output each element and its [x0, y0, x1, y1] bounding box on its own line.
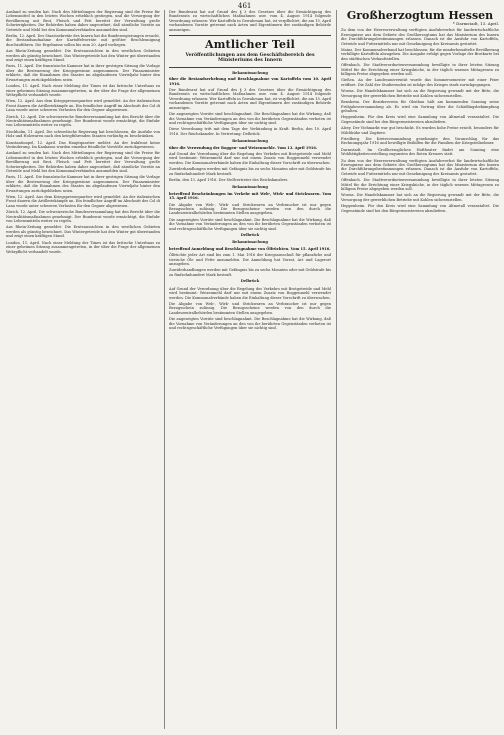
notice-heading: Bekanntmachung — [232, 70, 268, 75]
article-paragraph: Die angezeigten Vorräte sind beschlagnahmt. Die Beschlagnahme hat die Wirkung, daß die Vornahme von Veränderungen an den von ihr berührten Gegenständen verboten ist und rechtsgeschäftliche Verfügungen über sie nichtig sind. — [169, 112, 331, 125]
article-paragraph: Der Bundesrat hat auf Grund des § 3 des Gesetzes über die Ermächtigung des Bundesrats zu wirtschaftlichen Maßnahmen usw. vom 4. August 1914 folgende Verordnung erlassen: Wer Kartoffeln in Gewahrsam hat, ist verpflichtet, die am 15. April vorhandenen Vorräte getrennt nach Arten und Eigentümern der zuständigen Behörde anzuzeigen. — [169, 88, 331, 110]
article-paragraph: Alzey. Der Viehmarkt war gut beschickt. Es wurden hohe Preise erzielt, besonders für Milchkühe und Zugtiere. — [341, 126, 499, 135]
article-paragraph: Paris, 11. April. Die französische Kammer hat in ihrer gestrigen Sitzung die Vorlage über die Besteuerung der Kriegsgewinne angenommen. Der Finanzminister erklärte, daß die Einnahmen des Staates im abgelaufenen Vierteljahr hinter den Erwartungen zurückgeblieben seien. — [6, 175, 160, 193]
article-paragraph: Berlin, den 13. April 1916. Der Stellvertreter des Reichskanzlers. — [169, 177, 289, 182]
article-paragraph: Zu dem von der Heeresverwaltung verfügten Ausfuhrverbot für landwirtschaftliche Erzeugnisse aus dem Gebiete des Großherzogtums hat das Ministerium des Innern die Durchführungsbestimmungen erlassen. Danach ist die Ausfuhr von Kartoffeln, Getreide und Futtermitteln nur mit Genehmigung des Kreisamts gestattet. — [341, 158, 499, 176]
article-paragraph: Aus Rhein-Zeitung gemeldet: Die Ernteaussichten in den westlichen Gebieten werden als günstig bezeichnet. Das Wintergetreide hat den Winter gut überstanden und zeigt einen kräftigen Stand. — [6, 225, 160, 239]
article-paragraph: Mainz. Der Kommunalverband hat beschlossen, für die minderbemittelte Bevölkerung verbilligte Kartoffeln abzugeben. Die Ausgabe erfolgt gegen Vorlage der Brotkarte bei den städtischen Verkaufsstellen. — [341, 48, 499, 61]
notice-title: betreffend Beschränkungen im Verkehr mit Web-, Wirk- und Strickwaren. Vom 15. April 1916. — [169, 191, 331, 201]
center-column — [169, 10, 331, 332]
article-paragraph: Die Abgabe von Web-, Wirk- und Strickwaren an Verbraucher ist nur gegen Bezugsschein zulässig. Die Bezugsscheine werden von den durch die Landeszentralbehörden bestimmten Stellen ausgegeben. — [169, 202, 331, 216]
article-paragraph: Zürich, 12. April. Die schweizerische Bundesversammlung hat den Bericht über die Neutralitätsmaßnahmen genehmigt. Der Bundesrat wurde ermächtigt, die Einfuhr von Lebensmitteln weiter zu regeln. — [6, 210, 160, 224]
article-paragraph: Aus Rhein-Zeitung gemeldet: Die Ernteaussichten in den westlichen Gebieten werden als günstig bezeichnet. Das Wintergetreide hat den Winter gut überstanden und zeigt einen kräftigen Stand. — [6, 49, 160, 63]
notice-title: über die Bestandserhebung und Beschlagnahme von Kartoffeln vom 10. April 1916. — [169, 77, 331, 86]
article-paragraph: Zu dem von der Heeresverwaltung verfügten Ausfuhrverbot für landwirtschaftliche Erzeugnisse aus dem Gebiete des Großherzogtums hat das Ministerium des Innern die Durchführungsbestimmungen erlassen. Danach ist die Ausfuhr von Kartoffeln, Getreide und Futtermitteln nur mit Genehmigung des Kreisamts gestattet. — [341, 28, 499, 46]
left-column — [6, 10, 160, 256]
article-paragraph: Ölfrüchte jeder Art sind bis zum 1. Mai 1916 der Kriegsausschuß für pflanzliche und tierische Öle und Fette anzumelden. Die Anmeldung hat Vorrat, Art und Lagerort anzugeben. — [169, 253, 331, 267]
article-paragraph: London, 11. April. Nach einer Meldung der Times ist das britische Unterhaus zu einer geheimen Sitzung zusammengetreten, in der über die Frage der allgemeinen Wehrpflicht verhandelt wurde. — [6, 240, 160, 254]
article-paragraph: Stockholm, 11. April. Die schwedische Regierung hat beschlossen, die Ausfuhr von Holz und Holzwaren nach den kriegführenden Staaten vorläufig zu beschränken. — [6, 129, 160, 139]
article-paragraph: Paris, 11. April. Die französische Kammer hat in ihrer gestrigen Sitzung die Vorlage über die Besteuerung der Kriegsgewinne angenommen. Der Finanzminister erklärte, daß die Einnahmen des Staates im abgelaufenen Vierteljahr hinter den Erwartungen zurückgeblieben seien. — [6, 64, 160, 82]
article-paragraph: Die angezeigten Vorräte sind beschlagnahmt. Die Beschlagnahme hat die Wirkung, daß die Vornahme von Veränderungen an den von ihr berührten Gegenständen verboten ist und rechtsgeschäftliche Verfügungen über sie nichtig sind. — [169, 317, 331, 330]
section-title: Amtlicher Teil — [204, 38, 295, 52]
article-paragraph: Offenbach. Die Stadtverordnetenversammlung bewilligte in ihrer letzten Sitzung Mittel für die Errichtung einer Kriegsküche, in der täglich warmes Mittagessen zu billigem Preise abgegeben werden soll. — [341, 178, 499, 191]
article-paragraph: Berlin, 12. April. Der Staatssekretär des Innern hat die Bundesregierungen ersucht, die Bestandsaufnahme der Kartoffelvorräte mit größter Beschleunigung durchzuführen. Die Ergebnisse sollen bis zum 20. April vorliegen. — [6, 34, 160, 47]
article-paragraph: Heppenheim. Für den Kreis wird eine Sammlung von Altmetall veranstaltet. Die Gegenstände sind bei den Bürgermeistereien abzuliefern. — [341, 115, 499, 124]
article-paragraph: Darmstadt. Im Großherzoglichen Hoftheater findet am Sonntag eine Wohltätigkeitsvorstellung zugunsten des Roten Kreuzes statt. — [341, 147, 499, 157]
article-paragraph: Konstantinopel, 12. April. Das Hauptquartier meldet: An der Irakfront keine Veränderung. Im Kaukasus wurden einzelne feindliche Vorstöße zurückgewiesen. — [6, 140, 160, 149]
regional-masthead: Großherzogtum Hessen — [346, 9, 494, 22]
article-paragraph: Friedberg. Die Kreisversammlung genehmigte den Voranschlag für das Rechnungsjahr 1916 und bewilligte Beihilfen für die Familien der Kriegsteilnehmer. — [341, 136, 499, 146]
notice-heading: Bekanntmachung — [232, 240, 268, 245]
article-paragraph: Wien, 12. April. Aus dem Kriegspressequartier wird gemeldet: An der italienischen Front dauern die Artilleriekämpfe an. Ein feindlicher Angriff im Abschnitt des Col di Lana wurde unter schweren Verlusten für den Gegner abgewiesen. — [6, 195, 160, 208]
column-divider — [164, 10, 165, 729]
article-paragraph: Zuwiderhandlungen werden mit Gefängnis bis zu sechs Monaten oder mit Geldstrafe bis zu fünfzehnhundert Mark bestraft. — [169, 167, 331, 176]
signature: Delbrück — [240, 279, 260, 284]
notice-heading: Bekanntmachung — [232, 139, 268, 144]
article-paragraph: Bensheim. Der Bezirksverein für Obstbau hält am kommenden Sonntag seine Frühjahrsversammlung ab. Es wird ein Vortrag über die Schädlingsbekämpfung gehalten. — [341, 100, 499, 113]
article-paragraph: Die Abgabe von Web-, Wirk- und Strickwaren an Verbraucher ist nur gegen Bezugsschein zulässig. Die Bezugsscheine werden von den durch die Landeszentralbehörden bestimmten Stellen ausgegeben. — [169, 301, 331, 315]
notice-heading: Bekanntmachung — [232, 185, 268, 190]
article-paragraph: Diese Verordnung tritt mit dem Tage der Verkündung in Kraft. Berlin, den 10. April 1916. Der Reichskanzler. In Vertretung: Delbrück. — [169, 127, 331, 136]
article-paragraph: Wien, 12. April. Aus dem Kriegspressequartier wird gemeldet: An der italienischen Front dauern die Artilleriekämpfe an. Ein feindlicher Angriff im Abschnitt des Col di Lana wurde unter schweren Verlusten für den Gegner abgewiesen. — [6, 99, 160, 113]
article-paragraph: Heppenheim. Für den Kreis wird eine Sammlung von Altmetall veranstaltet. Die Gegenstände sind bei den Bürgermeistereien abzuliefern. — [341, 204, 499, 213]
article-paragraph: Auf Grund der Verordnung über die Regelung des Verkehrs mit Brotgetreide und Mehl wird bestimmt: Weizenmehl darf nur mit einem Zusatz von Roggenmehl verwendet werden. Die Kommunalverbände haben die Einhaltung dieser Vorschrift zu überwachen. — [169, 151, 331, 165]
article-paragraph: Ausland zu senden hat. Nach den Mitteilungen der Regierung sind die Preise für Lebensmittel in den letzten Wochen erheblich gestiegen, und die Versorgung der Bevölkerung mit Brot, Fleisch und Fett bereitet der Verwaltung große Schwierigkeiten. Die Behörden haben daher angeordnet, daß sämtliche Vorräte an Getreide und Mehl bei den Kommunalverbänden anzumelden sind. — [6, 151, 160, 173]
notice-title: betreffend Anmeldung und Beschlagnahme von Ölfrüchten. Vom 15. April 1916. — [169, 246, 331, 251]
section-subtitle: Veröffentlichungen aus dem Geschäftsbereich des Ministeriums des Innern — [185, 53, 315, 64]
article-paragraph: Zürich, 12. April. Die schweizerische Bundesversammlung hat den Bericht über die Neutralitätsmaßnahmen genehmigt. Der Bundesrat wurde ermächtigt, die Einfuhr von Lebensmitteln weiter zu regeln. — [6, 114, 160, 128]
article-paragraph: Zuwiderhandlungen werden mit Gefängnis bis zu sechs Monaten oder mit Geldstrafe bis zu fünfzehnhundert Mark bestraft. — [169, 268, 331, 277]
signature: Delbrück — [240, 233, 260, 238]
article-paragraph: Worms. Die Handelskammer hat sich an die Regierung gewandt mit der Bitte, die Versorgung der gewerblichen Betriebe mit Kohlen sicherzustellen. — [341, 193, 499, 202]
article-paragraph: Offenbach. Die Stadtverordnetenversammlung bewilligte in ihrer letzten Sitzung Mittel für die Errichtung einer Kriegsküche, in der täglich warmes Mittagessen zu billigem Preise abgegeben werden soll. — [341, 63, 499, 77]
article-paragraph: Gießen. An der Landesuniversität wurde das Sommersemester mit einer Feier eröffnet. Die Zahl der Studierenden ist infolge des Krieges stark zurückgegangen. — [341, 78, 499, 87]
section-rule — [169, 35, 331, 36]
right-column — [341, 10, 499, 215]
section-rule — [169, 67, 331, 68]
article-paragraph: Die angezeigten Vorräte sind beschlagnahmt. Die Beschlagnahme hat die Wirkung, daß die Vornahme von Veränderungen an den von ihr berührten Gegenständen verboten ist und rechtsgeschäftliche Verfügungen über sie nichtig sind. — [169, 217, 331, 231]
notice-title: über die Verwendung der Roggen- und Weizenmehle. Vom 13. April 1916. — [169, 145, 318, 150]
article-paragraph: Ausland zu senden hat. Nach den Mitteilungen der Regierung sind die Preise für Lebensmittel in den letzten Wochen erheblich gestiegen, und die Versorgung der Bevölkerung mit Brot, Fleisch und Fett bereitet der Verwaltung große Schwierigkeiten. Die Behörden haben daher angeordnet, daß sämtliche Vorräte an Getreide und Mehl bei den Kommunalverbänden anzumelden sind. — [6, 10, 160, 32]
article-paragraph: Worms. Die Handelskammer hat sich an die Regierung gewandt mit der Bitte, die Versorgung der gewerblichen Betriebe mit Kohlen sicherzustellen. — [341, 89, 499, 98]
article-paragraph: Der Bundesrat hat auf Grund des § 3 des Gesetzes über die Ermächtigung des Bundesrats zu wirtschaftlichen Maßnahmen usw. vom 4. August 1914 folgende Verordnung erlassen: Wer Kartoffeln in Gewahrsam hat, ist verpflichtet, die am 15. April vorhandenen Vorräte getrennt nach Arten und Eigentümern der zuständigen Behörde anzuzeigen. — [169, 10, 331, 32]
dateline: * Darmstadt, 13. April. — [452, 21, 499, 26]
column-divider — [336, 10, 337, 729]
page-number: 461 — [238, 2, 252, 10]
article-paragraph: Auf Grund der Verordnung über die Regelung des Verkehrs mit Brotgetreide und Mehl wird bestimmt: Weizenmehl darf nur mit einem Zusatz von Roggenmehl verwendet werden. Die Kommunalverbände haben die Einhaltung dieser Vorschrift zu überwachen. — [169, 286, 331, 300]
article-paragraph: London, 11. April. Nach einer Meldung der Times ist das britische Unterhaus zu einer geheimen Sitzung zusammengetreten, in der über die Frage der allgemeinen Wehrpflicht verhandelt wurde. — [6, 84, 160, 97]
